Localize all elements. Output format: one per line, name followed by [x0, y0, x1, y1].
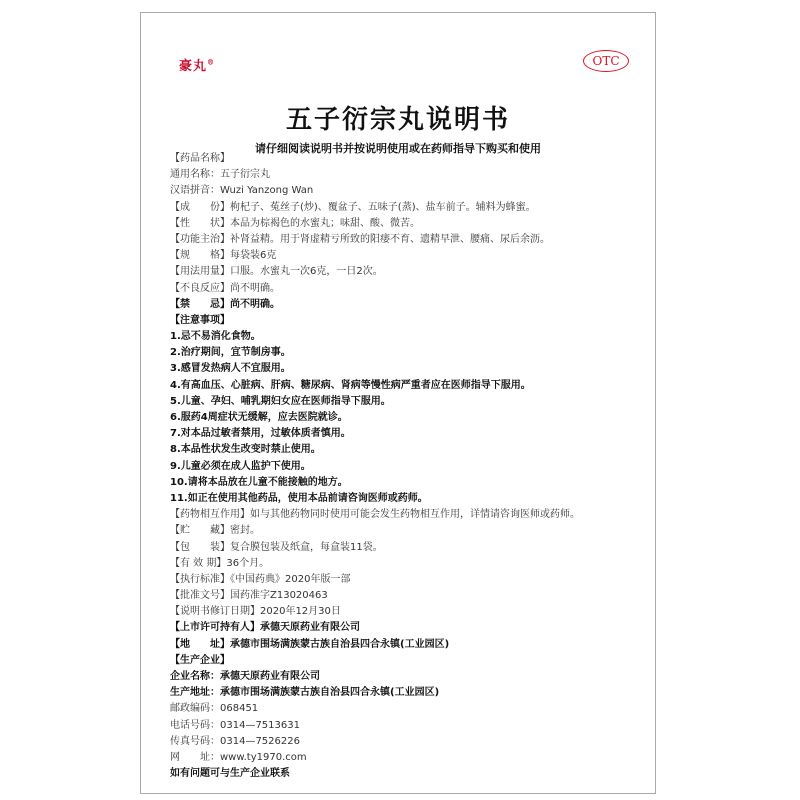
leaflet-line: 10.请将本品放在儿童不能接触的地方。: [170, 476, 348, 488]
leaflet-line: 【性 状】本品为棕褐色的水蜜丸；味甜、酸、微苦。: [170, 217, 420, 229]
leaflet-line: 如有问题可与生产企业联系: [170, 768, 290, 780]
leaflet-line: 4.有高血压、心脏病、肝病、糖尿病、肾病等慢性病严重者应在医师指导下服用。: [170, 379, 531, 391]
leaflet-line: 企业名称：承德天原药业有限公司: [170, 671, 320, 682]
leaflet-line: 【规 格】每袋装6克: [170, 250, 277, 262]
leaflet-line: 【成 份】枸杞子、菟丝子(炒)、覆盆子、五味子(蒸)、盐车前子。辅料为蜂蜜。: [170, 201, 536, 213]
leaflet-line: 电话号码：0314—7513631: [170, 719, 300, 731]
leaflet-line: 【药品名称】: [170, 153, 230, 164]
leaflet-line: 【药物相互作用】如与其他药物同时使用可能会发生药物相互作用，详情请咨询医师或药师。: [170, 509, 580, 521]
leaflet-body: [170, 151, 640, 782]
leaflet-line: 【上市许可持有人】承德天原药业有限公司: [170, 622, 360, 634]
leaflet-line: 1.忌不易消化食物。: [170, 331, 261, 343]
leaflet-line: 网 址：www.ty1970.com: [170, 751, 307, 763]
brand-logo: [179, 55, 215, 74]
leaflet-line: 【说明书修订日期】2020年12月30日: [170, 606, 341, 618]
leaflet-line: 【包 装】复合膜包装及纸盒，每盒装11袋。: [170, 541, 383, 553]
leaflet-line: 【功能主治】补肾益精。用于肾虚精亏所致的阳痿不育、遗精早泄、腰痛、尿后余沥。: [170, 233, 550, 245]
leaflet-line: 通用名称：五子衍宗丸: [170, 169, 270, 181]
leaflet-line: 8.本品性状发生改变时禁止使用。: [170, 444, 321, 456]
leaflet-line: 邮政编码：068451: [170, 703, 259, 715]
leaflet-line: 6.服药4周症状无缓解，应去医院就诊。: [170, 412, 348, 423]
brand-name: 豪丸: [179, 59, 208, 74]
leaflet-line: 9.儿童必须在成人监护下使用。: [170, 460, 311, 472]
leaflet-line: 5.儿童、孕妇、哺乳期妇女应在医师指导下服用。: [170, 395, 391, 407]
leaflet-line: 【执行标准】《中国药典》2020年版一部: [170, 573, 351, 585]
otc-badge: OTC: [583, 50, 629, 72]
leaflet-line: 【不良反应】尚不明确。: [170, 282, 280, 294]
leaflet-line: 7.对本品过敏者禁用，过敏体质者慎用。: [170, 428, 351, 440]
leaflet-line: 汉语拼音：Wuzi Yanzong Wan: [170, 185, 314, 197]
leaflet-line: 生产地址：承德市围场满族蒙古族自治县四合永镇(工业园区): [170, 687, 440, 699]
document-subtitle: 请仔细阅读说明书并按说明使用或在药师指导下购买和使用: [255, 142, 541, 155]
leaflet-line: 【贮 藏】密封。: [170, 525, 260, 537]
registered-mark: ®: [207, 57, 216, 67]
leaflet-line: 11.如正在使用其他药品，使用本品前请咨询医师或药师。: [170, 492, 428, 504]
leaflet-line: 【禁 忌】尚不明确。: [170, 298, 280, 310]
leaflet-line: 【生产企业】: [170, 654, 230, 666]
leaflet-line: 【用法用量】口服。水蜜丸一次6克，一日2次。: [170, 266, 383, 278]
leaflet-line: 2.治疗期间，宜节制房事。: [170, 347, 291, 359]
leaflet-line: 【批准文号】国药准字Z13020463: [170, 590, 328, 602]
leaflet-line: 【注意事项】: [170, 314, 230, 326]
leaflet-line: 【地 址】承德市围场满族蒙古族自治县四合永镇(工业园区): [170, 638, 450, 650]
leaflet-line: 3.感冒发热病人不宜服用。: [170, 363, 291, 375]
document-title: 五子衍宗丸说明书: [285, 105, 510, 135]
leaflet-line: 【有 效 期】36个月。: [170, 557, 270, 569]
leaflet-line: 传真号码：0314—7526226: [170, 735, 300, 747]
